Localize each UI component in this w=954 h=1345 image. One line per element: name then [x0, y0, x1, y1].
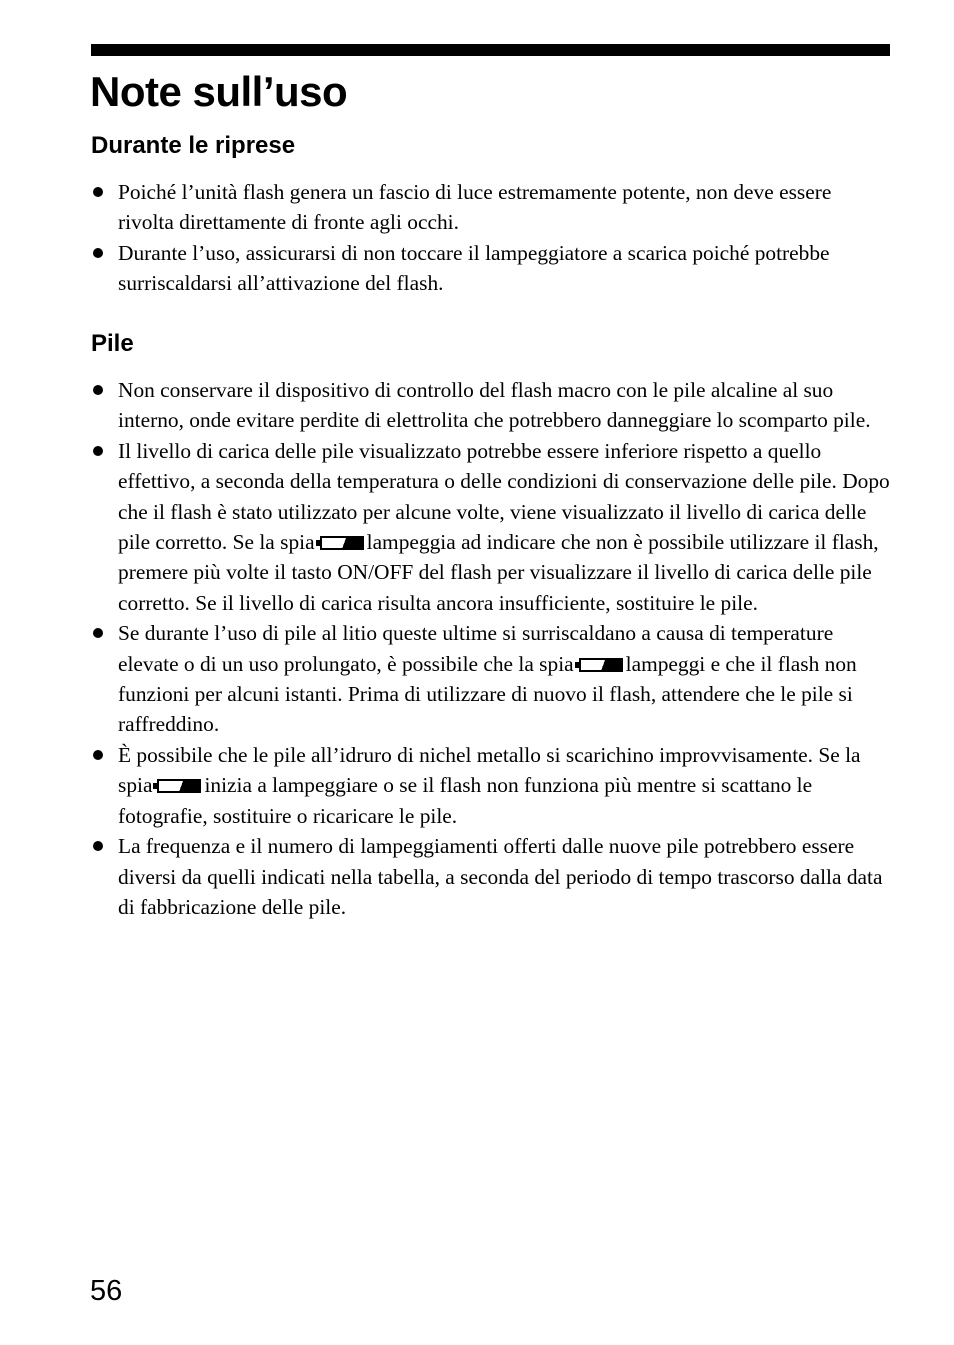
list-item	[0, 436, 890, 618]
page-number: 56	[90, 1275, 123, 1307]
page-title: Note sull’uso	[90, 68, 348, 115]
bullet-text-after-icon: inizia a lampeggiare o se il flash non funziona più mentre si scattano le fotografie, sostituire o ricaricare le pile.	[118, 773, 813, 828]
bullet-icon	[93, 187, 103, 197]
list-item	[0, 831, 890, 922]
bullet-list-durante-le-riprese	[0, 177, 954, 299]
bullet-icon	[93, 248, 103, 258]
list-item	[0, 740, 890, 831]
list-item	[0, 238, 890, 299]
bullet-icon	[93, 385, 103, 395]
bullet-icon	[93, 841, 103, 851]
battery-low-icon	[320, 536, 364, 550]
bullet-text: Durante l’uso, assicurarsi di non toccare il lampeggiatore a scarica poiché potrebbe surriscaldarsi all’attivazione del flash.	[118, 240, 830, 296]
bullet-text: Poiché l’unità flash genera un fascio di luce estremamente potente, non deve essere rivolta direttamente di fronte agli occhi.	[118, 180, 832, 235]
bullet-text-after-icon: lampeggia ad indicare che non è possibile utilizzare il flash, premere più volte il tasto ON/OFF del flash per visualizzare il livello di carica delle pile corretto. Se il livello di carica risulta ancora insufficiente, sostituire le pile.	[118, 530, 879, 615]
list-item	[0, 177, 890, 238]
bullet-list-pile	[0, 375, 954, 922]
bullet-icon	[93, 446, 103, 456]
list-item	[0, 618, 890, 740]
bullet-icon	[93, 750, 103, 760]
bullet-text: La frequenza e il numero di lampeggiamenti offerti dalle nuove pile potrebbero essere diversi da quelli indicati nella tabella, a seconda del periodo di tempo trascorso dalla data di fabbricazione delle pile.	[118, 834, 883, 919]
bullet-text: Non conservare il dispositivo di controllo del flash macro con le pile alcaline al suo interno, onde evitare perdite di elettrolita che potrebbero danneggiare lo scomparto pile.	[118, 378, 871, 433]
section-heading-pile: Pile	[91, 330, 134, 357]
bullet-text-before-icon: Il livello di carica delle pile visualizzato potrebbe essere inferiore rispetto a quello effettivo, a seconda della temperatura o delle condizioni di conservazione delle pile. Dopo che il flash è stato utilizzato per alcune volte, viene visualizzato il livello di carica delle pile corretto. Se la spia	[118, 438, 890, 555]
bullet-text-before-icon: Se durante l’uso di pile al litio queste ultime si surriscaldano a causa di temperature elevate o di un uso prolungato, è possibile che la spia	[118, 621, 834, 676]
bullet-text-before-icon: È possibile che le pile all’idruro di nichel metallo si scarichino improvvisamente. Se la spia	[118, 742, 861, 798]
battery-low-icon	[157, 779, 201, 793]
bullet-text-after-icon: lampeggi e che il flash non funzioni per alcuni istanti. Prima di utilizzare di nuovo il flash, attendere che le pile si raffreddino.	[118, 651, 857, 737]
section-heading-durante-le-riprese: Durante le riprese	[91, 132, 296, 159]
battery-low-icon	[579, 658, 623, 672]
bullet-icon	[93, 628, 103, 638]
top-rule	[91, 44, 890, 56]
list-item	[0, 375, 890, 436]
